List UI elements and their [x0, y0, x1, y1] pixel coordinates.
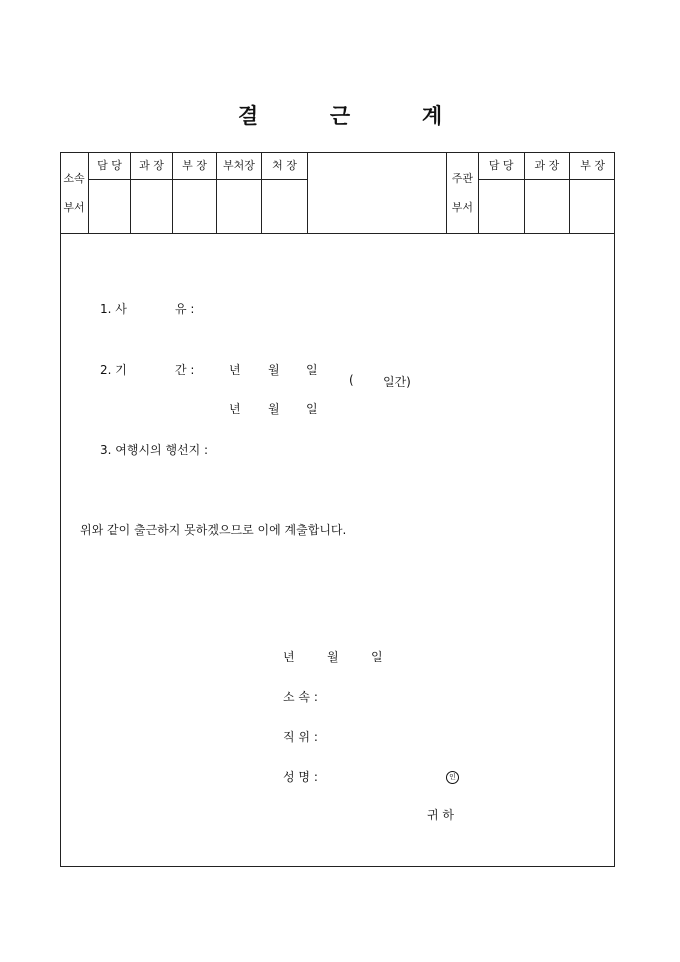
start-day: 일 — [306, 363, 318, 377]
title-char-2: 근 — [329, 103, 351, 128]
seal-icon: 인 — [446, 771, 459, 784]
footer-year: 년 — [283, 650, 295, 664]
end-month: 월 — [268, 402, 280, 416]
end-day: 일 — [306, 402, 318, 416]
days-suffix: 일간) — [383, 375, 411, 389]
start-month: 월 — [268, 363, 280, 377]
approval-box-affiliated — [60, 152, 308, 234]
reason-label: 1. 사 — [100, 302, 127, 316]
footer-month: 월 — [327, 650, 339, 664]
sign-box-section-chief[interactable] — [131, 179, 173, 234]
period-label: 2. 기 — [100, 363, 127, 377]
start-year: 년 — [229, 363, 241, 377]
sign-box-director[interactable] — [262, 179, 308, 234]
reason-colon: 유 : — [175, 302, 195, 316]
managing-dept-label — [447, 152, 479, 234]
seal-mark — [446, 768, 459, 784]
col-director: 처 장 — [262, 152, 308, 179]
sign-box-staff[interactable] — [89, 179, 131, 234]
statement-text: 위와 같이 출근하지 못하겠으므로 이에 계출합니다. — [80, 523, 347, 537]
name-label: 성 명 : — [283, 770, 318, 784]
form-frame — [60, 152, 615, 867]
dept-label: 소 속 : — [283, 690, 318, 704]
title-char-3: 계 — [421, 103, 443, 128]
col-dept-head: 부 장 — [173, 152, 217, 179]
label-bottom: 부서 — [63, 200, 85, 214]
sign-box-deputy-director[interactable] — [217, 179, 262, 234]
affiliated-dept-label — [60, 152, 89, 234]
days-open-paren: ( — [349, 373, 354, 387]
sign-box-dept-head[interactable] — [570, 179, 615, 234]
footer-day: 일 — [371, 650, 383, 664]
period-colon: 간 : — [175, 363, 195, 377]
label-bottom: 부서 — [451, 200, 474, 214]
reason-field[interactable] — [210, 297, 560, 315]
label-top: 주관 — [451, 171, 474, 185]
end-year: 년 — [229, 402, 241, 416]
addressee-text: 귀 하 — [427, 808, 454, 822]
sign-box-dept-head[interactable] — [173, 179, 217, 234]
col-dept-head: 부 장 — [570, 152, 615, 179]
col-staff: 담 당 — [89, 152, 131, 179]
col-staff: 담 당 — [478, 152, 524, 179]
document-title — [0, 100, 680, 130]
destination-label: 3. 여행시의 행선지 : — [100, 443, 209, 457]
approval-box-managing — [446, 152, 615, 234]
sign-box-staff[interactable] — [478, 179, 524, 234]
col-deputy-director: 부처장 — [217, 152, 262, 179]
col-section-chief: 과 장 — [524, 152, 570, 179]
col-section-chief: 과 장 — [131, 152, 173, 179]
destination-field[interactable] — [212, 438, 552, 456]
position-label: 직 위 : — [283, 730, 318, 744]
label-top: 소속 — [63, 171, 85, 185]
sign-box-section-chief[interactable] — [524, 179, 570, 234]
title-char-1: 결 — [237, 103, 259, 128]
